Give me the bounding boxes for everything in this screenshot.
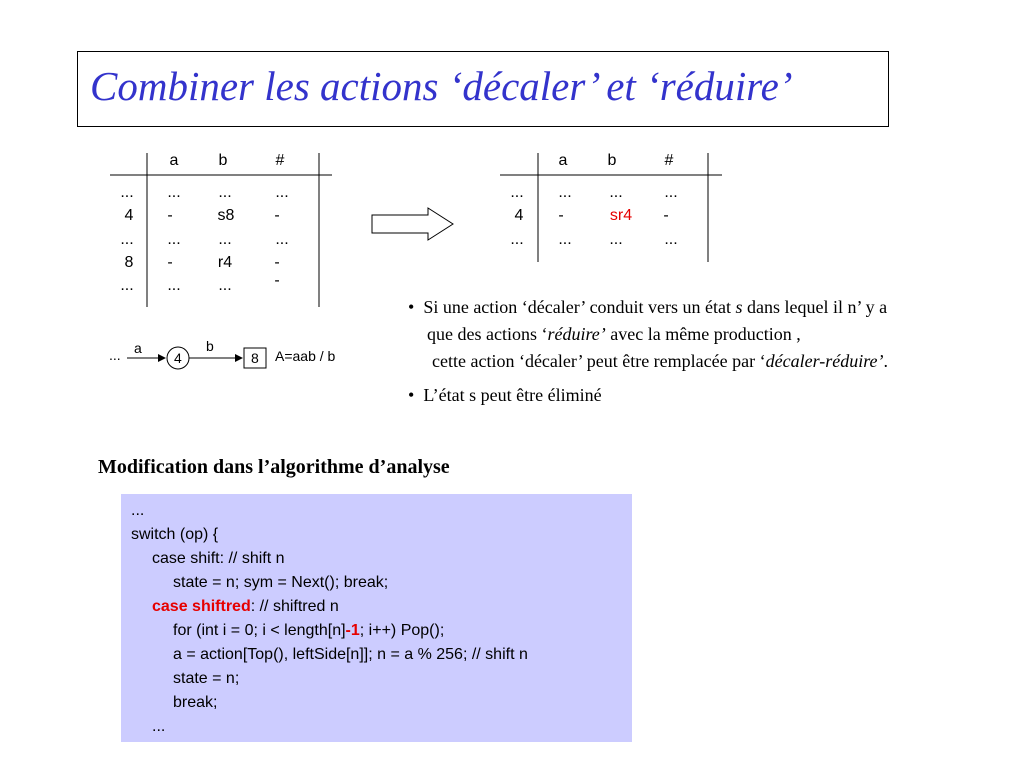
cell-hash: - — [274, 254, 280, 271]
cell-b: r4 — [217, 254, 233, 271]
cell-b: ... — [218, 231, 232, 248]
cell-hash: - — [274, 272, 280, 289]
cell-a: ... — [167, 184, 181, 201]
bullet-1: • Si une action ‘décaler’ conduit vers un état s dans lequel il n’ y a — [408, 297, 888, 317]
header-hash: # — [275, 152, 285, 169]
code-line: ... — [152, 718, 166, 735]
cell-a: ... — [558, 231, 572, 248]
cell-b: s8 — [217, 207, 235, 224]
state-cell: ... — [510, 184, 524, 201]
header-b: b — [607, 152, 617, 169]
code-line: a = action[Top(), leftSide[n]]; n = a % 256; // shift n — [173, 646, 528, 663]
code-block — [121, 494, 632, 742]
edge-label-b: b — [206, 338, 214, 354]
state-cell: 4 — [514, 207, 524, 224]
state-8: 8 — [251, 350, 259, 366]
code-line: state = n; sym = Next(); break; — [173, 574, 389, 591]
slide-title: Combiner les actions ‘décaler’ et ‘réduire’ — [90, 63, 793, 109]
right-parse-table — [500, 150, 730, 265]
header-a: a — [169, 152, 179, 169]
cell-hash: ... — [664, 231, 678, 248]
cell-a: - — [167, 254, 173, 271]
header-a: a — [558, 152, 568, 169]
title-box — [77, 51, 889, 127]
cell-a: ... — [167, 277, 181, 294]
state-cell: ... — [120, 231, 134, 248]
cell-b: ... — [218, 184, 232, 201]
code-line: break; — [173, 694, 218, 711]
header-hash: # — [664, 152, 674, 169]
state-cell: ... — [120, 184, 134, 201]
cell-hash: ... — [275, 184, 289, 201]
code-line-for: for (int i = 0; i < length[n]-1; i++) Pop(); — [173, 622, 445, 639]
right-arrow-icon — [370, 206, 456, 242]
bullet-icon: • — [408, 385, 415, 405]
cell-b: ... — [609, 184, 623, 201]
cell-hash: - — [663, 207, 669, 224]
code-line: ... — [131, 502, 145, 519]
header-b: b — [218, 152, 228, 169]
left-parse-table — [110, 150, 340, 310]
bullet-1-line-3: cette action ‘décaler’ peut être remplacée par ‘décaler-réduire’. — [432, 351, 889, 371]
bullet-1-line-2: que des actions ‘réduire’ avec la même production , — [427, 324, 801, 344]
state-cell: 8 — [124, 254, 134, 271]
cell-hash: ... — [664, 184, 678, 201]
cell-a: - — [167, 207, 173, 224]
cell-a: ... — [558, 184, 572, 201]
code-line: case shift: // shift n — [152, 550, 285, 567]
section-heading: Modification dans l’algorithme d’analyse — [98, 456, 450, 478]
cell-b: ... — [609, 231, 623, 248]
state-cell: ... — [510, 231, 524, 248]
automaton-diagram — [105, 335, 365, 375]
edge-label-a: a — [134, 340, 142, 356]
state-4: 4 — [174, 350, 182, 366]
code-line-shiftred: case shiftred: // shiftred n — [152, 598, 339, 615]
bullet-2: • L’état s peut être éliminé — [408, 385, 602, 405]
start-ellipsis: ... — [109, 347, 121, 363]
cell-hash: ... — [275, 231, 289, 248]
cell-a: ... — [167, 231, 181, 248]
code-line: switch (op) { — [131, 526, 219, 543]
bullet-icon: • — [408, 297, 415, 317]
state-cell: 4 — [124, 207, 134, 224]
minus-one-highlight: -1 — [345, 622, 360, 639]
state-cell: ... — [120, 277, 134, 294]
cell-hash: - — [274, 207, 280, 224]
shiftred-keyword: case shiftred — [152, 598, 251, 615]
cell-a: - — [558, 207, 564, 224]
cell-b-highlighted: sr4 — [609, 207, 633, 224]
code-line: state = n; — [173, 670, 240, 687]
cell-b: ... — [218, 277, 232, 294]
production-label: A=aab / b — [275, 348, 336, 364]
